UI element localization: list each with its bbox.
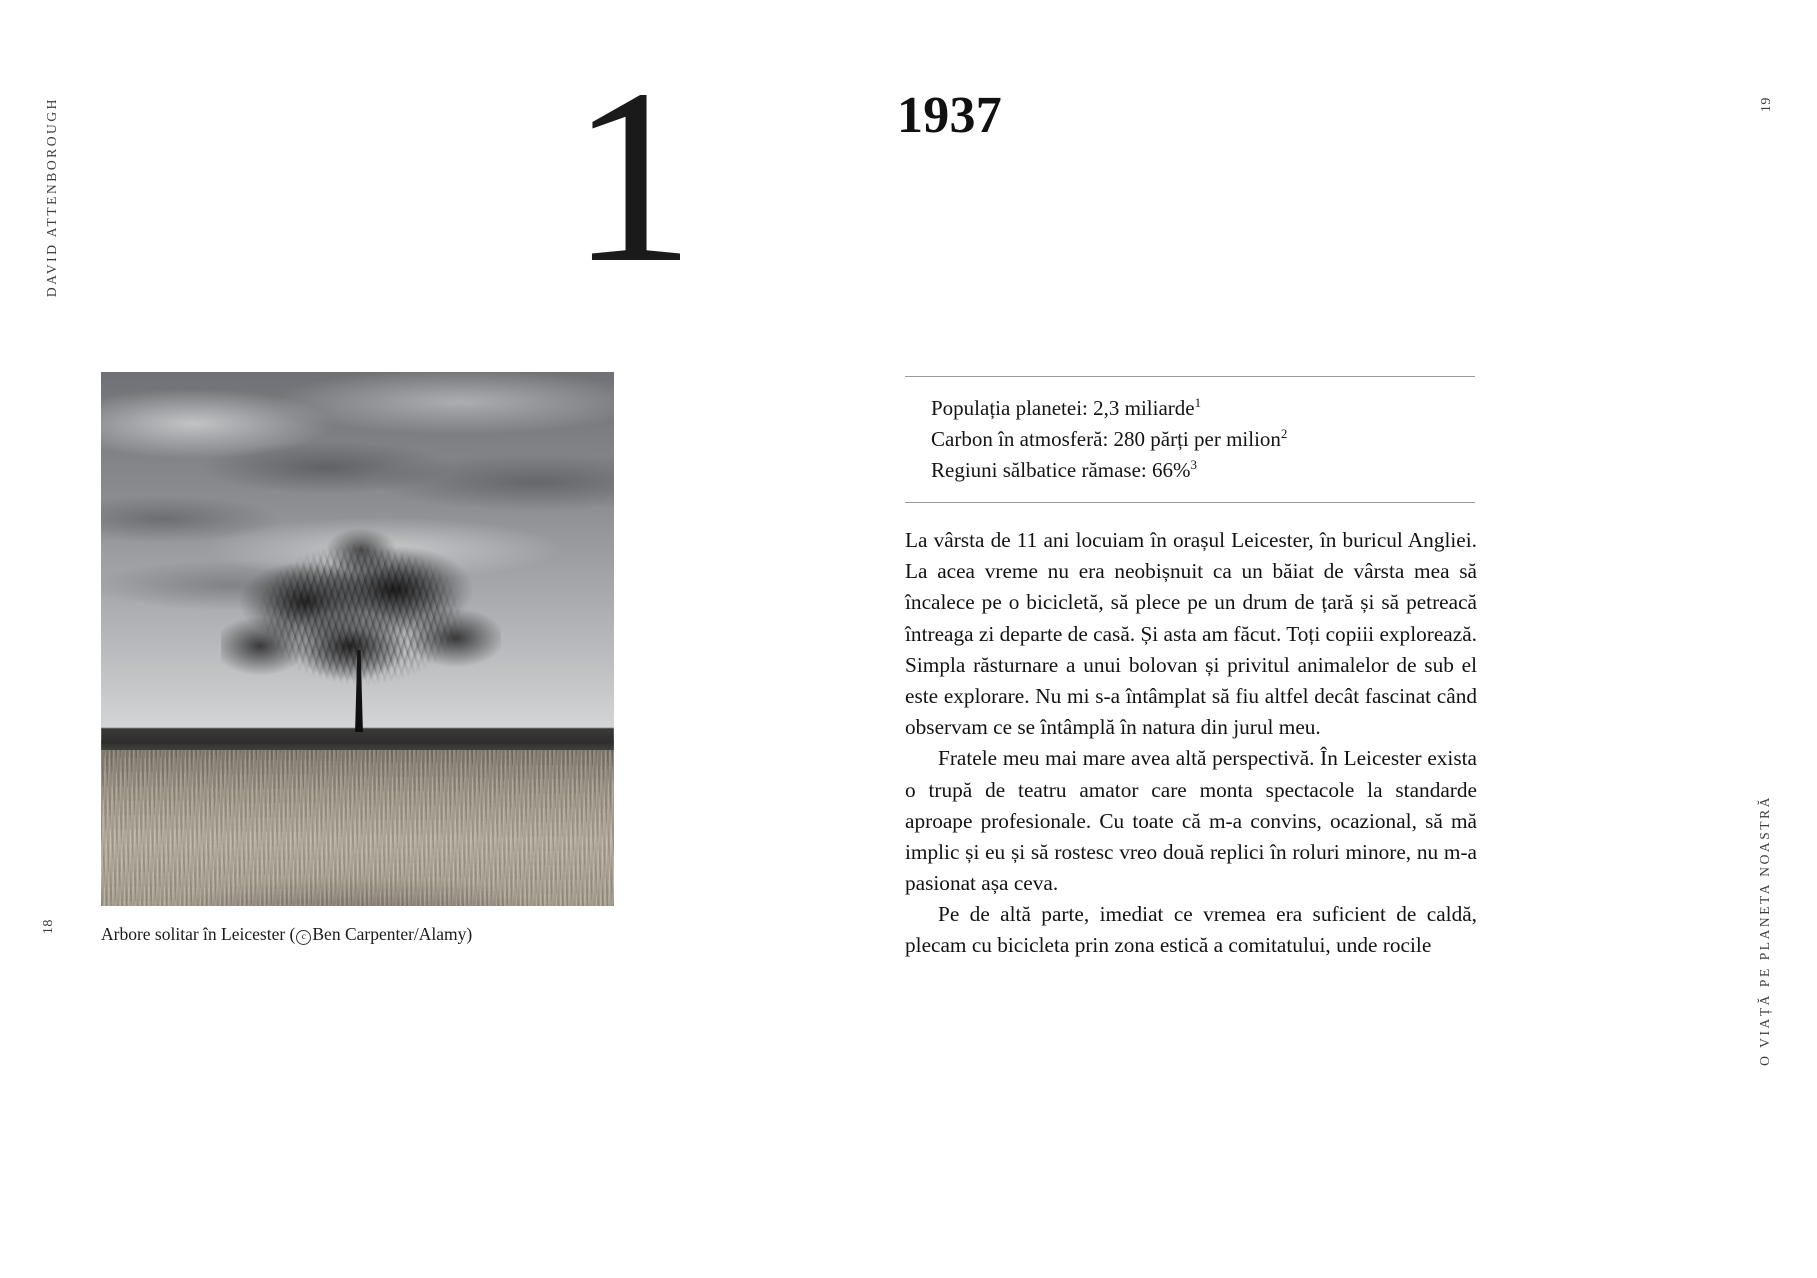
body-text	[905, 525, 1477, 962]
running-head-author: DAVID ATTENBOROUGH	[44, 97, 59, 298]
photo-lone-tree-leicester	[101, 372, 614, 906]
figure-caption-credit: Ben Carpenter/Alamy)	[312, 924, 473, 944]
paragraph-2: Fratele meu mai mare avea altă perspectivă. În Leicester exista o trupă de teatru amator care monta spectacole la standarde aproape profesionale. Cu toate că m-a convins, ocazional, să mă implic și eu și să rostesc vreo două replici în roluri minore, nu m-a pasionat așa ceva.	[905, 746, 1477, 896]
stats-panel	[905, 376, 1475, 503]
chapter-year-title: 1937	[897, 87, 1003, 144]
copyright-icon: c	[296, 930, 311, 945]
footnote-marker-3: 3	[1190, 457, 1198, 473]
paragraph-1: La vârsta de 11 ani locuiam în orașul Leicester, în buricul Angliei. La acea vreme nu era neobișnuit ca un băiat de vârsta mea să încalece pe o bicicletă, să plece pe un drum de țară și să petreacă întreaga zi departe de casă. Și asta am făcut. Toți copiii explorează. Simpla răsturnare a unui bolovan și privitul animalelor de sub el este explorare. Nu mi s-a întâmplat să fiu altfel decât fascinat când observam ce se întâmplă în natura din jurul meu.	[905, 528, 1477, 740]
figure-caption	[101, 923, 614, 946]
footnote-marker-2: 2	[1280, 426, 1288, 442]
figure-caption-text: Arbore solitar în Leicester (	[101, 924, 296, 944]
photo-field	[101, 750, 614, 906]
stat-line-wilderness	[931, 455, 1475, 486]
stat-line-carbon	[931, 424, 1475, 455]
footnote-marker-1: 1	[1194, 395, 1202, 410]
running-head-title: O VIAȚĂ PE PLANETA NOASTRĂ	[1757, 795, 1772, 1066]
stat-population-text: Populația planetei: 2,3 miliarde	[931, 396, 1195, 420]
photo-tree	[221, 522, 501, 742]
figure-tree-photo	[101, 372, 614, 946]
stat-line-population	[931, 393, 1475, 424]
left-page	[0, 0, 908, 1278]
folio-left: 18	[41, 918, 56, 934]
stat-carbon-text: Carbon în atmosferă: 280 părți per milion	[931, 427, 1281, 452]
stat-wilderness-text: Regiuni sălbatice rămase: 66%	[931, 458, 1191, 483]
chapter-number: 1	[570, 38, 690, 315]
paragraph-3: Pe de altă parte, imediat ce vremea era suficient de caldă, plecam cu bicicleta prin zona estică a comitatului, unde rocile	[905, 902, 1477, 958]
folio-right: 19	[1759, 97, 1774, 113]
